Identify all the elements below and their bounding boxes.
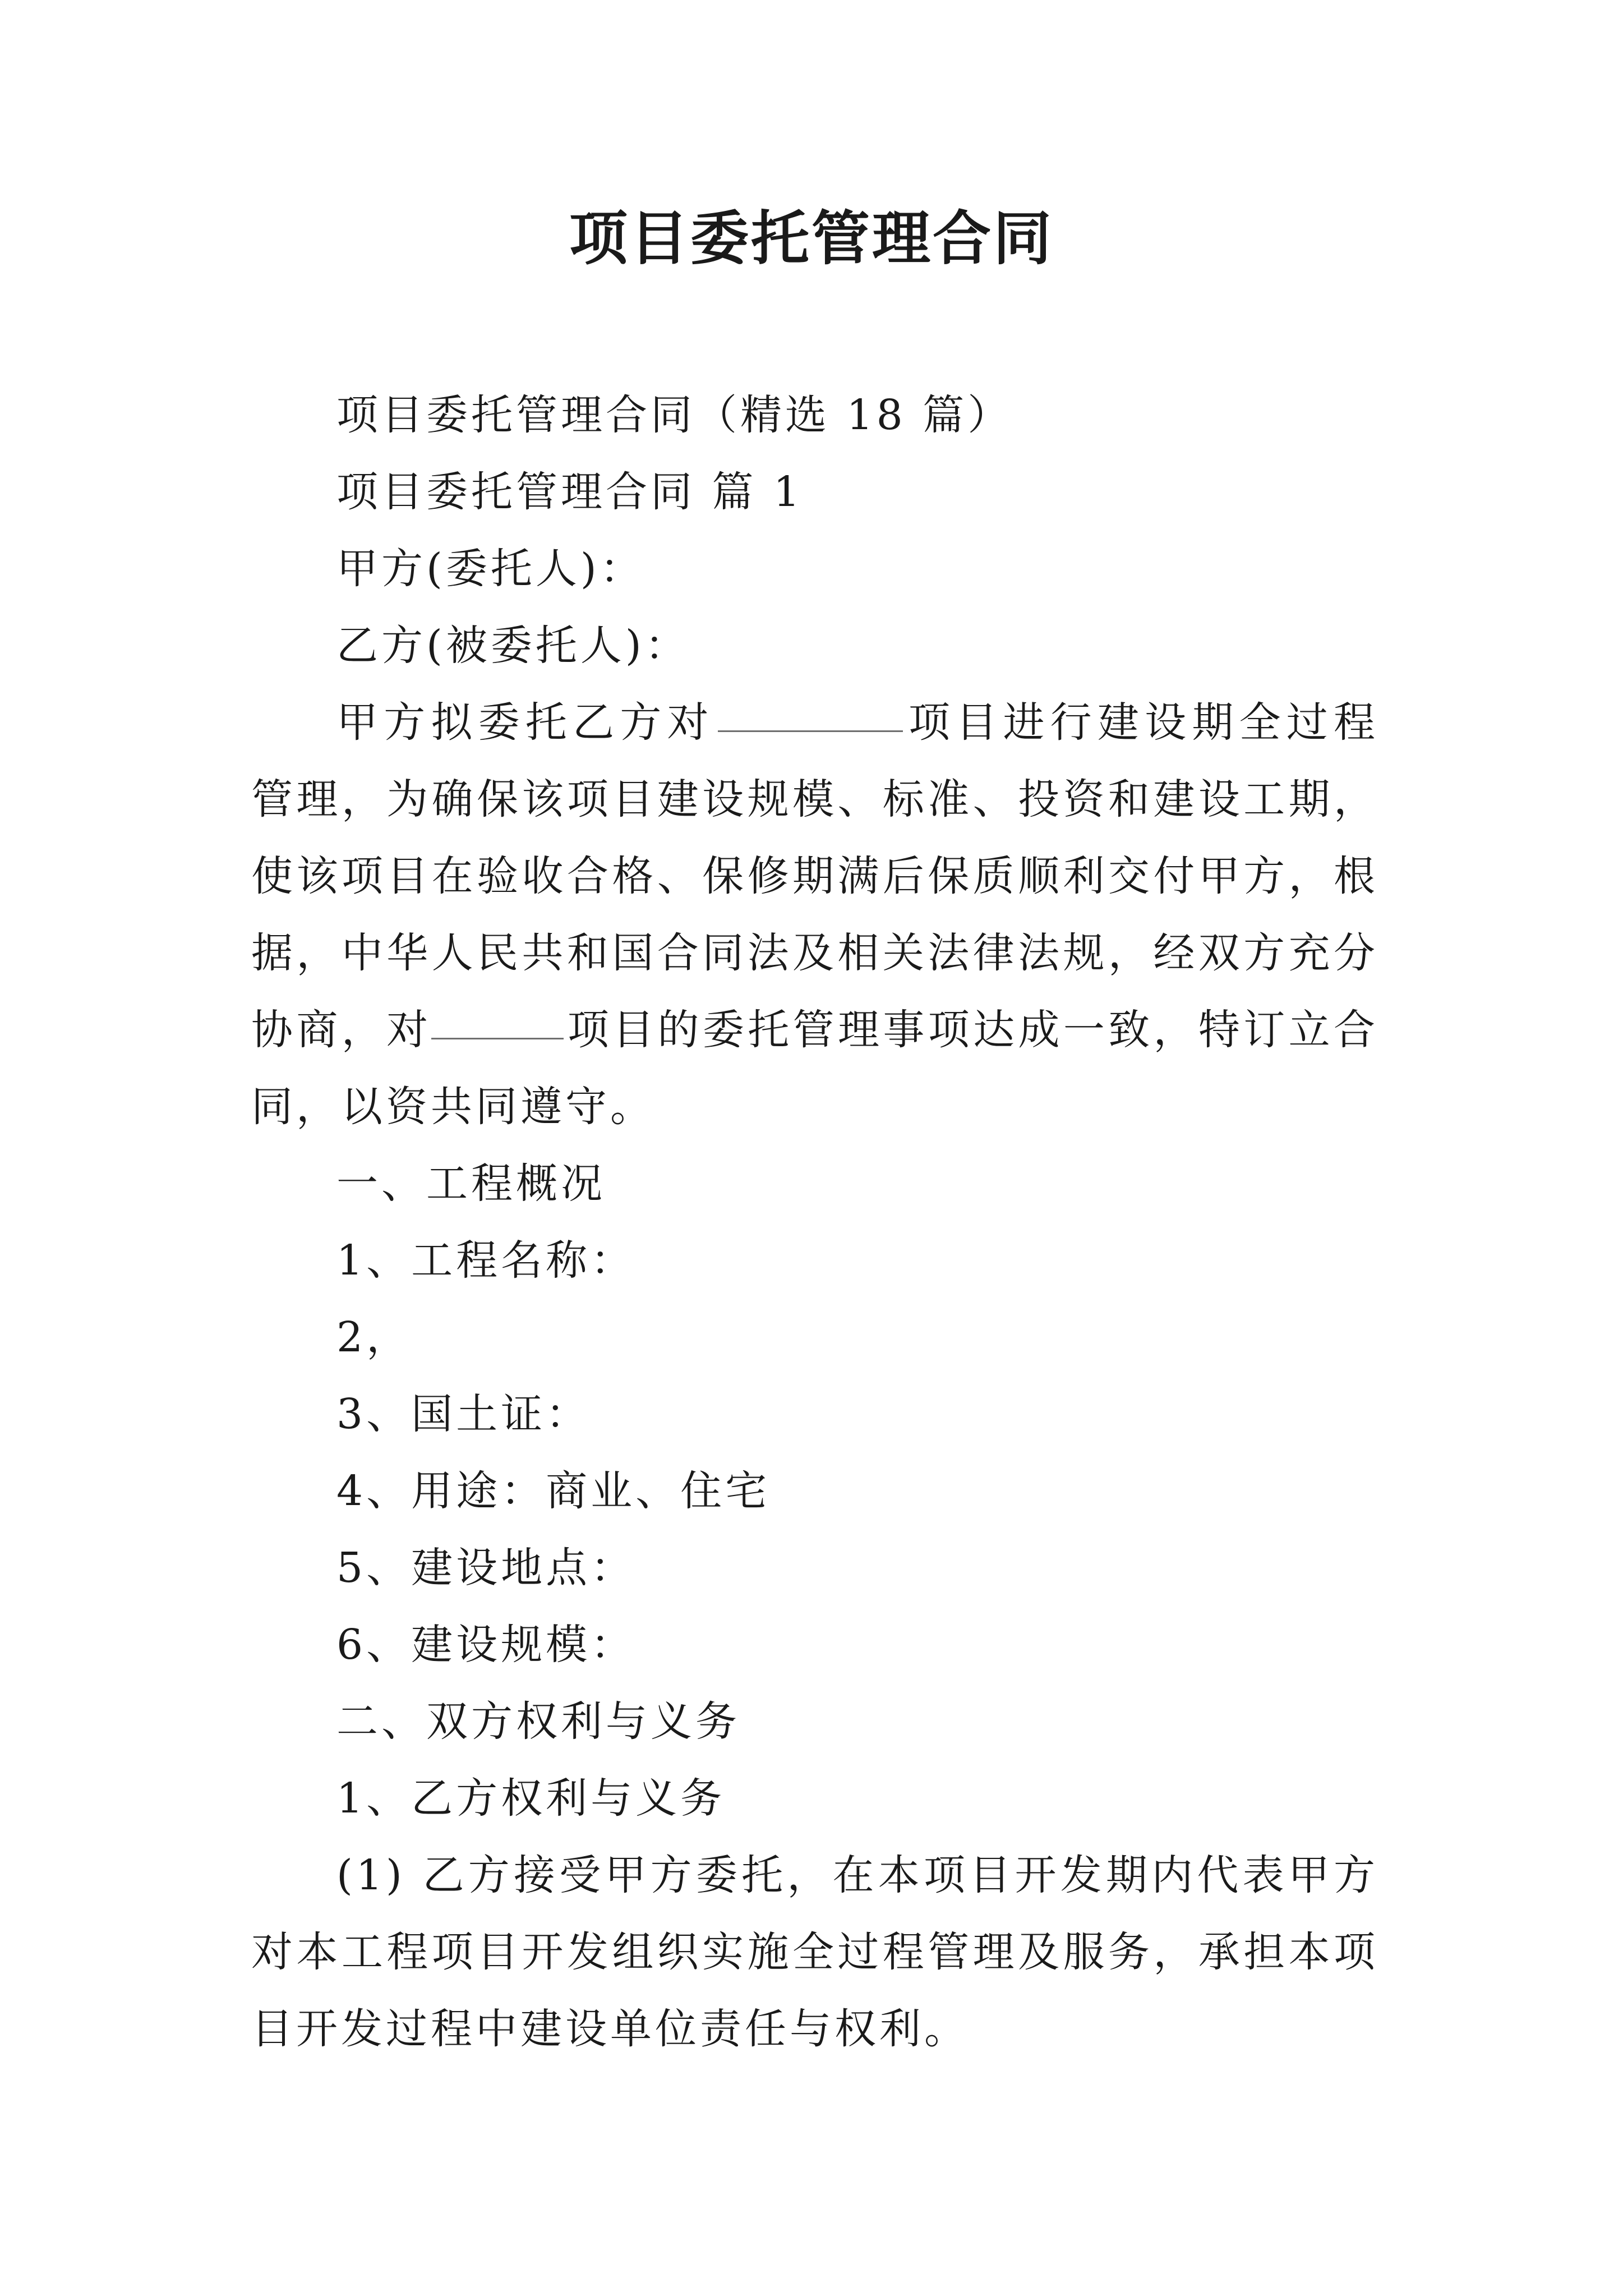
intro-text-3: 项目的委托管理事项达成一致，特订立合同，以资共同遵守。 <box>251 1006 1379 1131</box>
list-item: 5、建设地点： <box>336 1544 636 1592</box>
party-a-line: 甲方(委托人)： <box>336 545 645 593</box>
subtitle: 项目委托管理合同（精选 18 篇） <box>336 391 1013 439</box>
intro-text-1: 甲方拟委托乙方对 <box>336 698 714 747</box>
project-name-blank-1 <box>718 689 903 732</box>
document-title: 项目委托管理合同 <box>569 204 1054 273</box>
list-item: 3、国土证： <box>336 1390 591 1438</box>
subsection-heading: 1、乙方权利与义务 <box>336 1774 726 1823</box>
party-b-line: 乙方(被委托人)： <box>336 622 690 670</box>
list-item: 2， <box>336 1313 412 1361</box>
list-item: 6、建设规模： <box>336 1621 636 1669</box>
section-2-heading: 二、双方权利与义务 <box>336 1697 740 1746</box>
section-1-heading: 一、工程概况 <box>336 1159 606 1208</box>
clause-paragraph: (1) 乙方接受甲方委托，在本项目开发期内代表甲方对本工程项目开发组织实施全过程管理及服务，承担本项目开发过程中建设单位责任与权利。 <box>251 1851 1378 2053</box>
intro-text-2: 项目进行建设期全过程管理，为确保该项目建设规模、标准、投资和建设工期，使该项目在验收合格、保修期满后保质顺利交付甲方，根据，中华人民共和国合同法及相关法律法规，经双方充分协商，对 <box>251 698 1379 1054</box>
list-item: 1、工程名称： <box>336 1236 636 1285</box>
intro-paragraph <box>251 684 1378 1145</box>
document-body <box>251 377 1378 2068</box>
project-name-blank-2 <box>431 996 564 1039</box>
list-item: 4、用途：商业、住宅 <box>336 1467 771 1515</box>
section-heading: 项目委托管理合同 篇 1 <box>336 468 804 516</box>
